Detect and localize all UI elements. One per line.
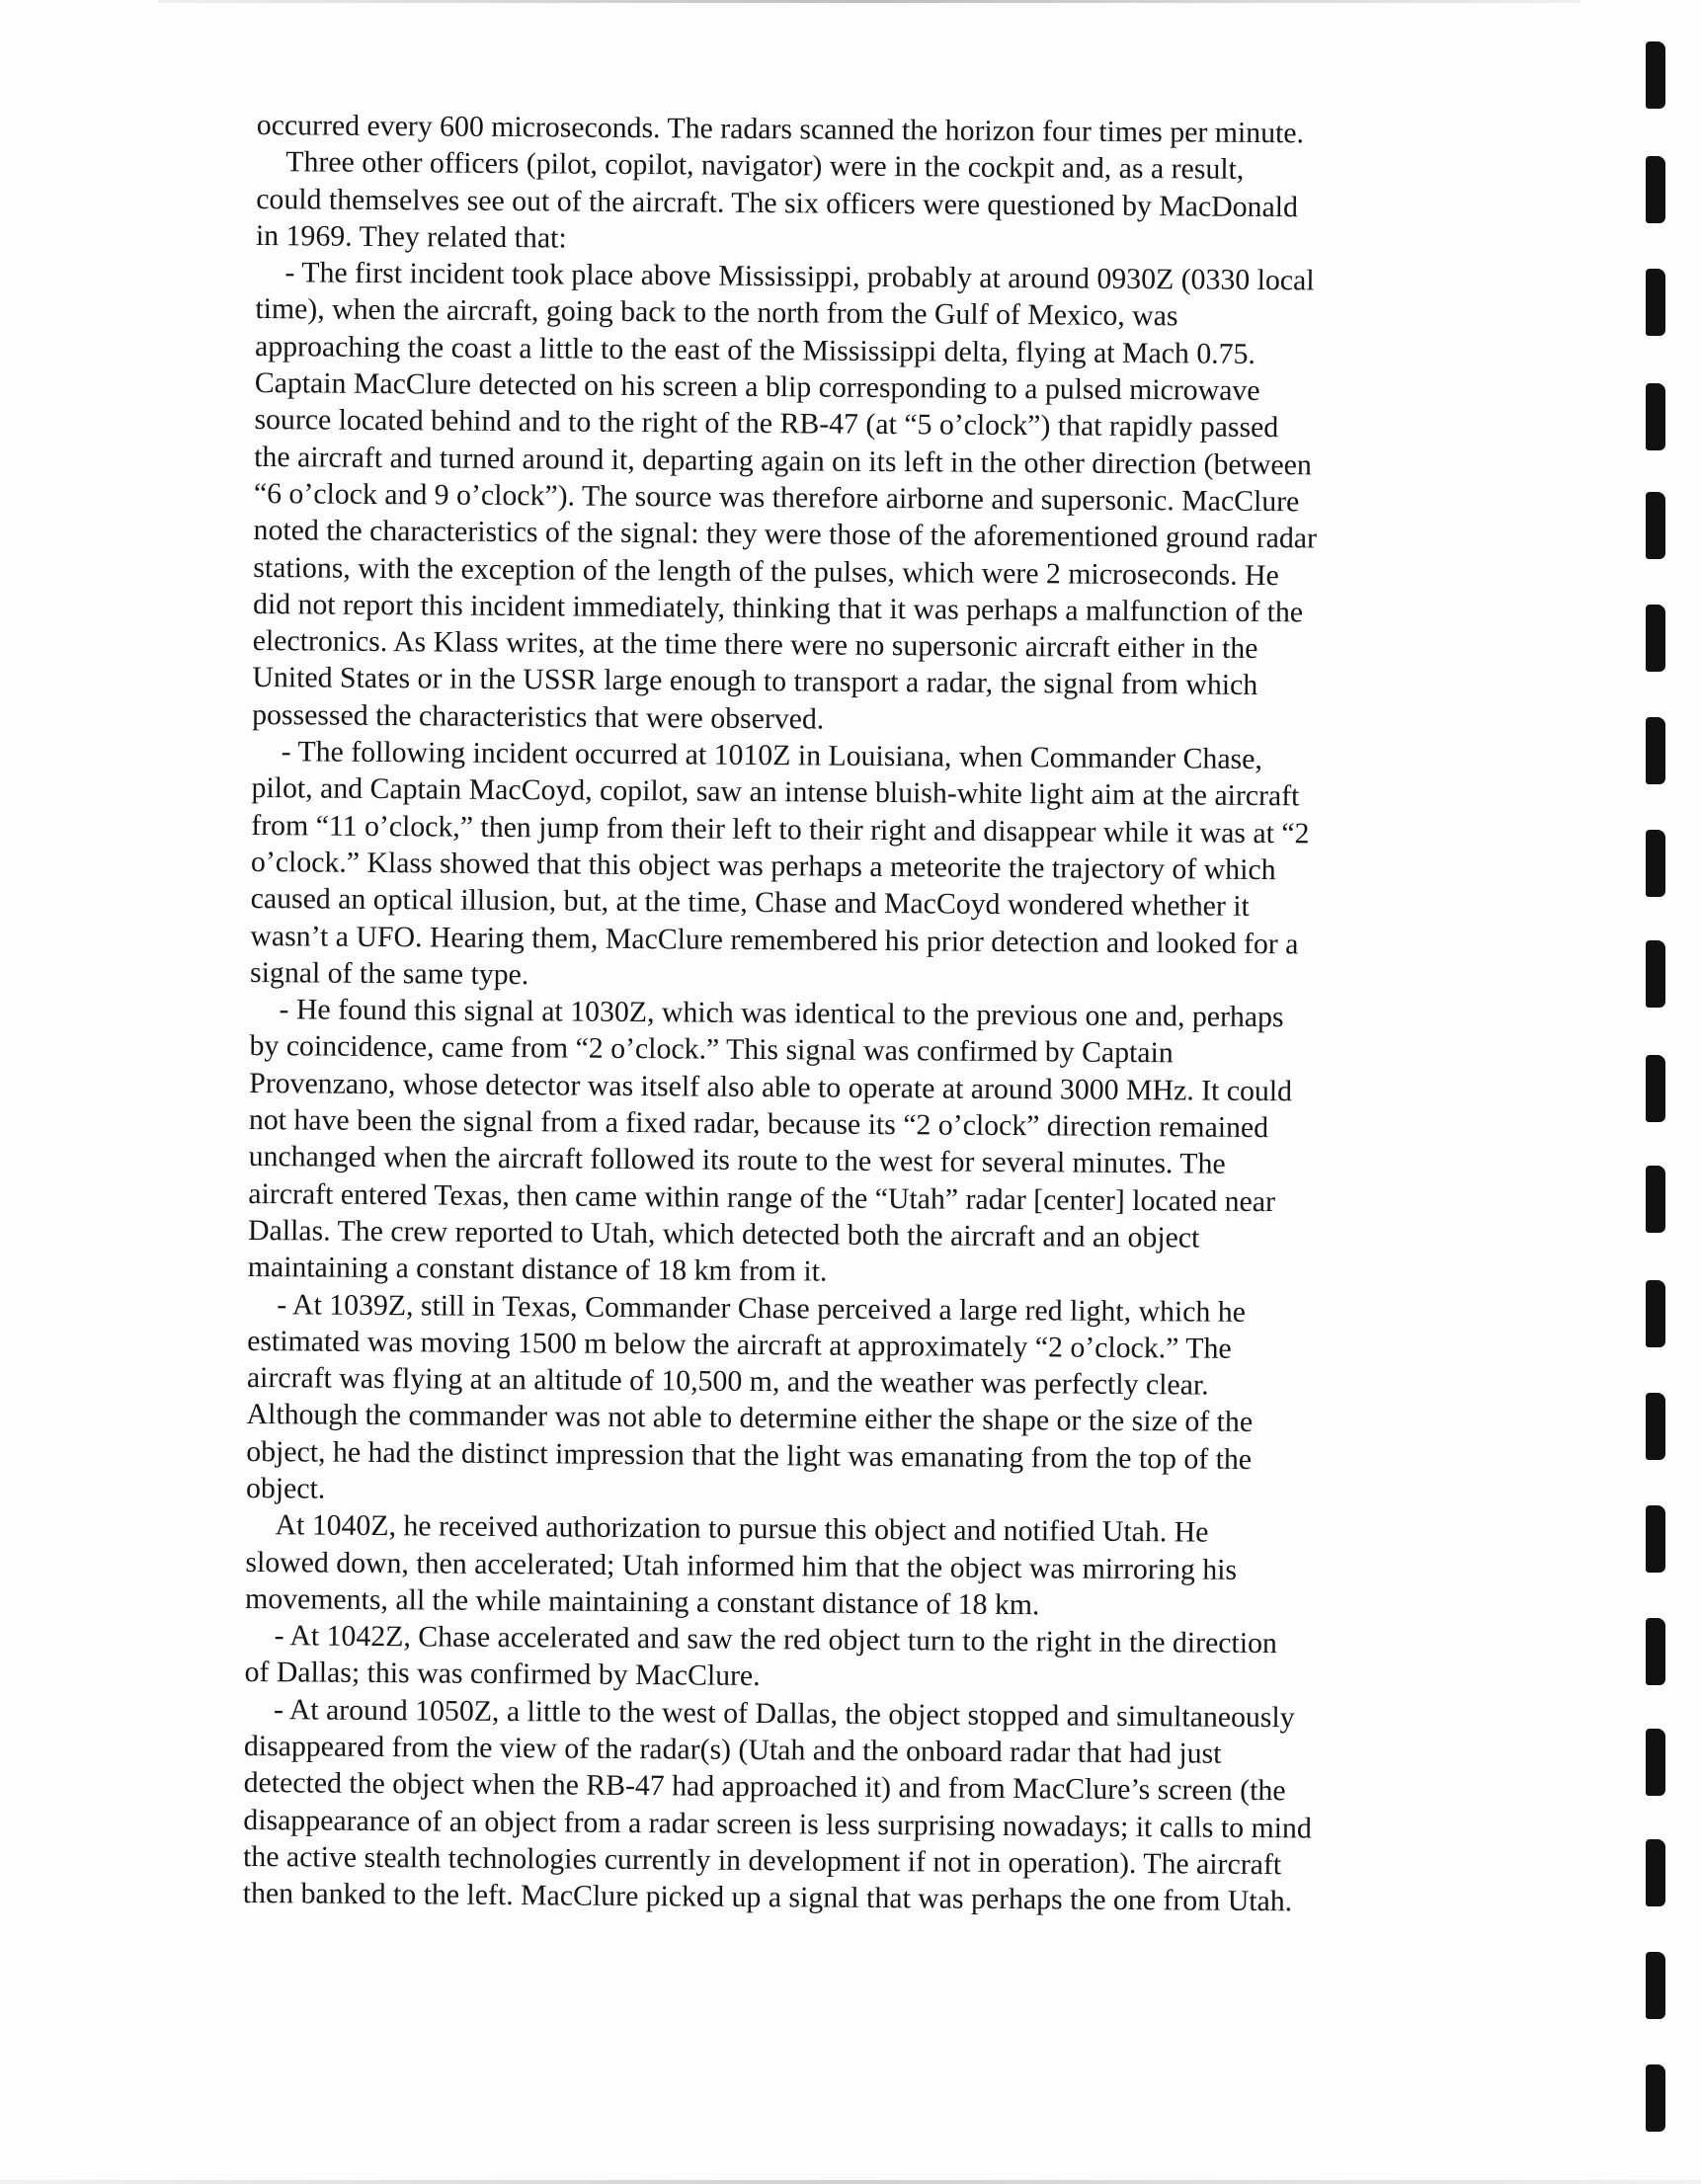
body-line: from “11 o’clock,” then jump from their left to their right and disappear while it was at “2 bbox=[251, 808, 1310, 850]
body-line: source located behind and to the right of the RB-47 (at “5 o’clock”) that rapidly passed bbox=[254, 403, 1279, 445]
body-line: aircraft entered Texas, then came within range of the “Utah” radar [center] located near bbox=[248, 1176, 1276, 1218]
body-line: object. bbox=[245, 1471, 326, 1505]
binding-mark bbox=[1646, 1280, 1665, 1347]
binding-mark bbox=[1646, 605, 1665, 672]
body-line: maintaining a constant distance of 18 km from it. bbox=[247, 1251, 828, 1288]
body-line: “6 o’clock and 9 o’clock”). The source was therefore airborne and supersonic. MacClure bbox=[253, 476, 1300, 519]
binding-mark bbox=[1646, 940, 1665, 1008]
binding-holes bbox=[1638, 0, 1677, 2184]
body-line: then banked to the left. MacClure picked up a signal that was perhaps the one from Utah. bbox=[242, 1877, 1293, 1918]
body-line: United States or in the USSR large enough to transport a radar, the signal from which bbox=[252, 661, 1258, 702]
binding-mark bbox=[1646, 156, 1665, 223]
body-line: detected the object when the RB-47 had approached it) and from MacClure’s screen (the bbox=[243, 1766, 1286, 1808]
body-line: could themselves see out of the aircraft. The six officers were questioned by MacDonald bbox=[256, 182, 1299, 223]
body-line: - At 1042Z, Chase accelerated and saw the red object turn to the right in the direction bbox=[244, 1619, 1277, 1660]
body-line: signal of the same type. bbox=[249, 955, 529, 992]
body-line: in 1969. They related that: bbox=[255, 218, 567, 255]
body-line: movements, all the while maintaining a constant distance of 18 km. bbox=[245, 1581, 1040, 1622]
body-line: Three other officers (pilot, copilot, navigator) were in the cockpit and, as a result, bbox=[256, 145, 1245, 187]
binding-mark bbox=[1646, 41, 1665, 109]
binding-mark bbox=[1646, 1166, 1665, 1233]
body-line: - The first incident took place above Mississippi, probably at around 0930Z (0330 local bbox=[255, 256, 1315, 297]
binding-mark bbox=[1646, 1729, 1665, 1796]
binding-mark bbox=[1646, 830, 1665, 897]
body-line: - He found this signal at 1030Z, which was identical to the previous one and, perhaps bbox=[249, 993, 1284, 1034]
binding-mark bbox=[1646, 1393, 1665, 1460]
body-line: possessed the characteristics that were observed. bbox=[252, 697, 825, 736]
body-line: o’clock.” Klass showed that this object was perhaps a meteorite the trajectory of which bbox=[250, 845, 1276, 887]
body-line: noted the characteristics of the signal: they were those of the aforementioned ground radar bbox=[253, 514, 1318, 555]
body-line: Although the commander was not able to determine either the shape or the size of the bbox=[246, 1398, 1254, 1439]
body-line: object, he had the distinct impression that the light was emanating from the top of the bbox=[246, 1434, 1253, 1476]
document-body bbox=[243, 107, 1492, 1921]
body-line: wasn’t a UFO. Hearing them, MacClure remembered his prior detection and looked for a bbox=[250, 919, 1299, 960]
body-line: At 1040Z, he received authorization to pursue this object and notified Utah. He bbox=[245, 1508, 1209, 1549]
binding-mark bbox=[1646, 383, 1665, 450]
binding-mark bbox=[1646, 269, 1665, 336]
body-line: approaching the coast a little to the east of the Mississippi delta, flying at Mach 0.75. bbox=[254, 329, 1256, 370]
body-line: pilot, and Captain MacCoyd, copilot, saw an intense bluish-white light aim at the aircraft bbox=[251, 771, 1300, 813]
body-line: did not report this incident immediately, thinking that it was perhaps a malfunction of the bbox=[252, 587, 1304, 629]
page-top-edge bbox=[158, 0, 1580, 3]
body-line: aircraft was flying at an altitude of 10,500 m, and the weather was perfectly clear. bbox=[246, 1361, 1209, 1402]
body-line: unchanged when the aircraft followed its route to the west for several minutes. The bbox=[248, 1140, 1226, 1181]
body-line: not have been the signal from a fixed radar, because its “2 o’clock” direction remained bbox=[248, 1102, 1269, 1145]
body-line: - At 1039Z, still in Texas, Commander Chase perceived a large red light, which he bbox=[247, 1287, 1247, 1329]
binding-mark bbox=[1646, 1952, 1665, 2019]
body-line: - The following incident occurred at 1010Z in Louisiana, when Commander Chase, bbox=[251, 735, 1263, 776]
body-line: occurred every 600 microseconds. The radars scanned the horizon four times per minute. bbox=[256, 108, 1305, 150]
body-line: caused an optical illusion, but, at the time, Chase and MacCoyd wondered whether it bbox=[250, 882, 1250, 924]
body-line: slowed down, then accelerated; Utah informed him that the object was mirroring his bbox=[245, 1545, 1238, 1586]
body-line: of Dallas; this was confirmed by MacClure. bbox=[244, 1656, 761, 1693]
binding-mark bbox=[1646, 1839, 1665, 1906]
binding-mark bbox=[1646, 492, 1665, 559]
page-bottom-edge bbox=[0, 2180, 1701, 2184]
body-line: - At around 1050Z, a little to the west of Dallas, the object stopped and simultaneously bbox=[244, 1692, 1295, 1735]
body-line: stations, with the exception of the length of the pulses, which were 2 microseconds. He bbox=[253, 550, 1279, 592]
body-line: disappearance of an object from a radar screen is less surprising nowadays; it calls to mind bbox=[243, 1803, 1312, 1845]
body-line: Dallas. The crew reported to Utah, which detected both the aircraft and an object bbox=[247, 1213, 1200, 1254]
body-line: by coincidence, came from “2 o’clock.” This signal was confirmed by Captain bbox=[249, 1029, 1174, 1070]
binding-mark bbox=[1646, 717, 1665, 784]
body-line: estimated was moving 1500 m below the aircraft at approximately “2 o’clock.” The bbox=[247, 1324, 1232, 1365]
body-line: Captain MacClure detected on his screen a blip corresponding to a pulsed microwave bbox=[254, 366, 1260, 408]
body-line: Provenzano, whose detector was itself also able to operate at around 3000 MHz. It could bbox=[249, 1066, 1293, 1107]
binding-mark bbox=[1646, 1505, 1665, 1573]
binding-mark bbox=[1646, 1618, 1665, 1685]
body-line: the active stealth technologies currently in development if not in operation). The aircraft bbox=[242, 1839, 1282, 1882]
binding-mark bbox=[1646, 1055, 1665, 1122]
body-line: the aircraft and turned around it, departing again on its left in the other direction (between bbox=[254, 440, 1312, 482]
body-line: electronics. As Klass writes, at the time there were no supersonic aircraft either in the bbox=[252, 624, 1258, 666]
body-line: disappeared from the view of the radar(s) (Utah and the onboard radar that had just bbox=[243, 1730, 1222, 1770]
binding-mark bbox=[1646, 2064, 1665, 2132]
body-line: time), when the aircraft, going back to the north from the Gulf of Mexico, was bbox=[255, 292, 1178, 333]
